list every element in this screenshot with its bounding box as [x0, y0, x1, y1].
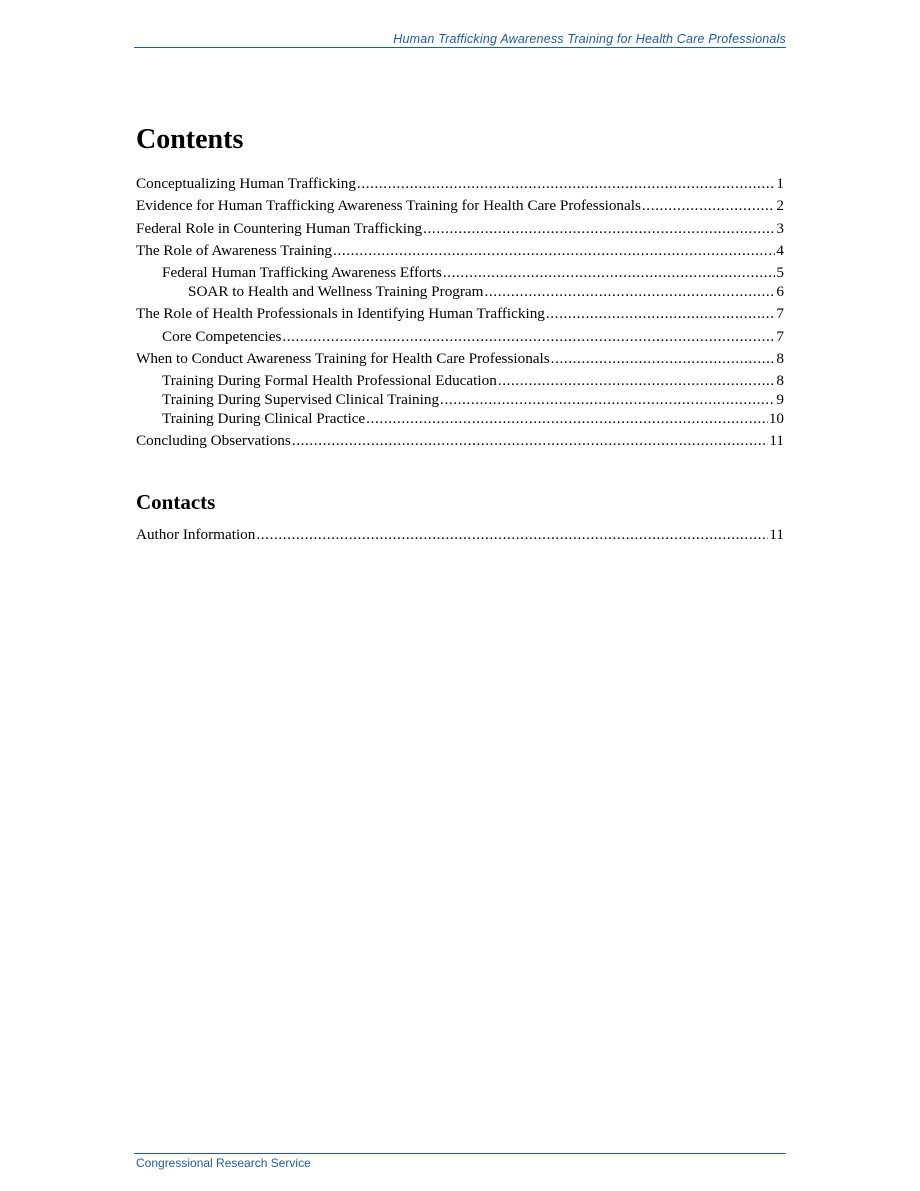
- contacts-title: Contacts: [136, 490, 216, 514]
- toc-entry-author-information[interactable]: [136, 526, 784, 544]
- contents-title: Contents: [136, 124, 244, 155]
- toc-entry-formal-education[interactable]: [136, 372, 784, 390]
- toc-page-number: 7: [776, 305, 784, 323]
- toc-entry-when-to-conduct[interactable]: [136, 350, 784, 368]
- toc-entry-text: The Role of Awareness Training: [136, 241, 333, 259]
- toc-entry-text: The Role of Health Professionals in Identifying Human Trafficking: [136, 305, 545, 323]
- toc-entry-text: When to Conduct Awareness Training for Health Care Professionals: [136, 349, 550, 367]
- toc-entry-text: Evidence for Human Trafficking Awareness Training for Health Care Professionals: [136, 197, 641, 215]
- toc-entry-conceptualizing[interactable]: [136, 175, 784, 193]
- toc-leader-dots: [256, 526, 768, 544]
- toc-entry-role-of-health-professionals[interactable]: [136, 305, 784, 323]
- toc-entry-federal-role[interactable]: [136, 220, 784, 238]
- toc-entry-text: Training During Supervised Clinical Training: [162, 391, 440, 409]
- toc-entry-text: Training During Formal Health Professional Education: [162, 372, 497, 390]
- toc-leader-dots: [333, 242, 775, 260]
- toc-entry-text: Federal Human Trafficking Awareness Efforts: [162, 264, 442, 282]
- toc-leader-dots: [282, 328, 775, 346]
- toc-leader-dots: [642, 197, 776, 215]
- toc-leader-dots: [443, 264, 776, 282]
- toc-page-number: 10: [768, 410, 784, 428]
- toc-leader-dots: [546, 305, 776, 323]
- toc-page-number: 6: [776, 283, 784, 301]
- toc-page-number: 9: [776, 391, 784, 409]
- toc-page-number: 2: [776, 197, 784, 215]
- running-header: Human Trafficking Awareness Training for Health Care Professionals: [393, 32, 786, 46]
- toc-leader-dots: [440, 391, 775, 409]
- toc-entry-federal-awareness-efforts[interactable]: [136, 264, 784, 282]
- footer-rule: [134, 1153, 786, 1154]
- toc-page-number: 11: [769, 432, 784, 450]
- toc-entry-clinical-practice[interactable]: [136, 410, 784, 428]
- toc-leader-dots: [551, 350, 776, 368]
- toc-entry-text: Concluding Observations: [136, 432, 291, 450]
- toc-leader-dots: [357, 175, 775, 193]
- toc-page-number: 7: [776, 327, 784, 345]
- toc-entry-text: Core Competencies: [162, 327, 282, 345]
- toc-entry-supervised-clinical[interactable]: [136, 391, 784, 409]
- toc-leader-dots: [423, 220, 775, 238]
- table-of-contents: [136, 175, 784, 450]
- toc-leader-dots: [292, 432, 769, 450]
- toc-page-number: 8: [776, 349, 784, 367]
- toc-entry-evidence[interactable]: [136, 197, 784, 215]
- toc-entry-text: SOAR to Health and Wellness Training Program: [188, 283, 484, 301]
- contacts-list: [136, 526, 784, 544]
- toc-entry-soar-program[interactable]: [136, 283, 784, 301]
- toc-leader-dots: [366, 410, 768, 428]
- toc-page-number: 8: [776, 372, 784, 390]
- toc-entry-core-competencies[interactable]: [136, 328, 784, 346]
- toc-leader-dots: [498, 372, 776, 390]
- toc-entry-role-of-awareness-training[interactable]: [136, 242, 784, 260]
- toc-entry-text: Training During Clinical Practice: [162, 410, 366, 428]
- toc-page-number: 11: [769, 526, 784, 543]
- toc-entry-concluding-observations[interactable]: [136, 432, 784, 450]
- toc-entry-text: Conceptualizing Human Trafficking: [136, 175, 356, 192]
- header-rule: [134, 47, 786, 48]
- toc-page-number: 5: [776, 264, 784, 282]
- toc-leader-dots: [485, 283, 776, 301]
- toc-entry-text: Federal Role in Countering Human Trafficking: [136, 219, 423, 237]
- toc-page-number: 3: [776, 219, 784, 237]
- toc-page-number: 1: [776, 175, 784, 192]
- running-footer: Congressional Research Service: [136, 1156, 311, 1170]
- toc-page-number: 4: [776, 241, 784, 259]
- toc-entry-text: Author Information: [136, 526, 256, 543]
